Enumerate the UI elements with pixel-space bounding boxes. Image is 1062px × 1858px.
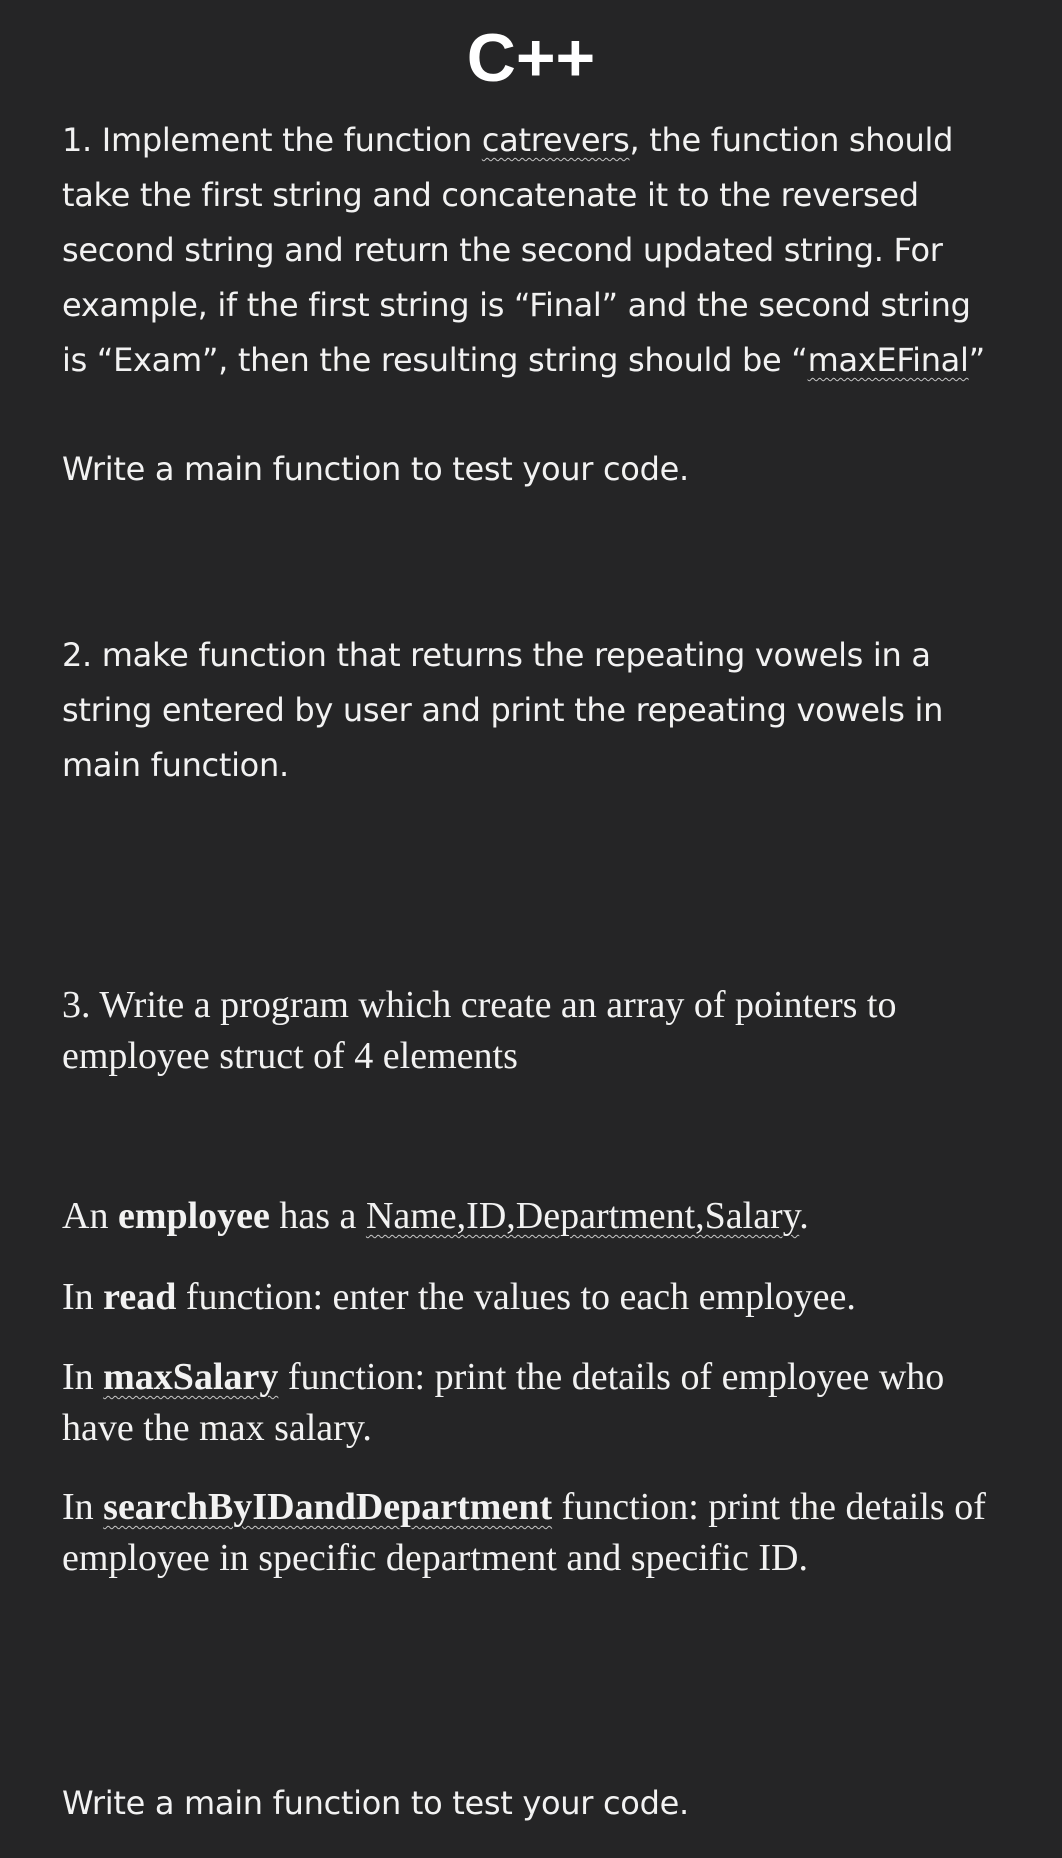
q1-function-name: catrevers — [481, 121, 630, 159]
read-rest: function: enter the values to each employee. — [176, 1276, 856, 1318]
page-title: C++ — [466, 20, 596, 96]
max-rest: function: print the details of employee who have the max salary. — [62, 1356, 945, 1449]
max-salary-function-desc — [62, 1352, 1002, 1454]
emp-lead: An — [62, 1195, 118, 1237]
q1-text-end: ” — [968, 341, 985, 379]
emp-fields: Name,ID,Department,Salary — [365, 1195, 800, 1237]
read-bold: read — [103, 1276, 177, 1318]
emp-bold: employee — [117, 1195, 270, 1237]
search-function-desc — [62, 1482, 1002, 1584]
question-3-intro: 3. Write a program which create an array of pointers to employee struct of 4 elements — [62, 984, 897, 1077]
read-function-desc — [62, 1272, 1002, 1323]
q1-text-body: , the function should take the first string and concatenate it to the reversed second string and return the second updated string. For example, if the first string is “Final” and the second string is “Exam”, then the resulting string should be “ — [62, 121, 971, 379]
q1-text-start: 1. Implement the function — [62, 121, 482, 159]
search-bold: searchByIDandDepartment — [103, 1486, 553, 1528]
question-3-test-note: Write a main function to test your code. — [62, 1784, 689, 1822]
q1-result-string: maxEFinal — [807, 341, 969, 379]
employee-definition — [62, 1191, 1002, 1242]
question-1-test-note: Write a main function to test your code. — [62, 450, 689, 488]
search-rest: function: print the details of employee in specific department and specific ID. — [62, 1486, 986, 1579]
max-bold: maxSalary — [103, 1356, 279, 1398]
read-lead: In — [62, 1276, 104, 1318]
emp-mid: has a — [269, 1195, 366, 1237]
question-1-text — [62, 113, 1002, 388]
emp-end: . — [799, 1195, 809, 1237]
question-2-text: 2. make function that returns the repeating vowels in a string entered by user and print the repeating vowels in main function. — [62, 636, 944, 784]
search-lead: In — [62, 1486, 104, 1528]
max-lead: In — [62, 1356, 104, 1398]
